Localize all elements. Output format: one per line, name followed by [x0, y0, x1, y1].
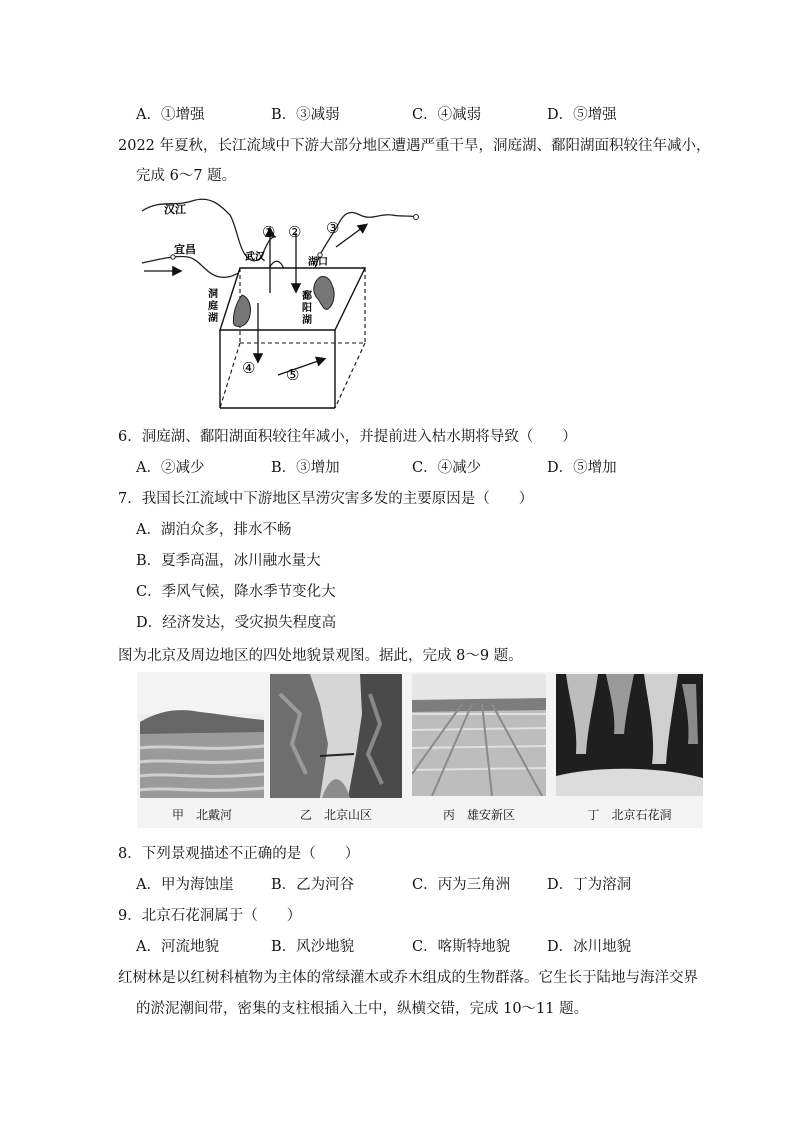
caption-bing: 丙 雄安新区	[442, 808, 515, 822]
landform-photo-strip	[137, 672, 703, 828]
q6-option-a: A．②减少	[136, 460, 205, 476]
q6-option-d: D．⑤增加	[547, 460, 617, 476]
q9-stem: 9．北京石花洞属于（ ）	[118, 908, 302, 924]
photo-yi-mountain	[270, 674, 402, 798]
label-n3: ③	[326, 219, 340, 237]
q6-option-b: B．③增加	[271, 460, 340, 476]
caption-yi: 乙 北京山区	[299, 808, 372, 822]
label-dongting: 洞庭湖	[208, 289, 218, 324]
caption-ding: 丁 北京石花洞	[587, 808, 672, 822]
label-hanjiang: 汉江	[164, 203, 186, 216]
q9-option-c: C．喀斯特地貌	[412, 939, 511, 955]
q5-option-d: D．⑤增强	[547, 107, 617, 123]
q9-option-b: B．风沙地貌	[271, 939, 355, 955]
photo-ding-cave	[556, 674, 703, 796]
intro-6-7-line1: 2022 年夏秋，长江流域中下游大部分地区遭遇严重干旱，洞庭湖、鄱阳湖面积较往年减小，	[118, 138, 711, 154]
label-hukou: 湖口	[308, 257, 328, 268]
label-n2: ②	[288, 223, 302, 241]
q8-option-d: D．丁为溶洞	[547, 877, 632, 893]
q5-option-b: B．③减弱	[271, 107, 340, 123]
q7-option-a: A．湖泊众多，排水不畅	[136, 522, 292, 538]
q9-option-d: D．冰川地貌	[547, 939, 632, 955]
yangtze-water-cycle-diagram	[140, 193, 430, 413]
q5-option-a: A．①增强	[136, 107, 205, 123]
q8-option-a: A．甲为海蚀崖	[136, 877, 234, 893]
arrow-3	[336, 225, 366, 247]
q8-stem: 8．下列景观描述不正确的是（ ）	[118, 846, 360, 862]
q8-option-b: B．乙为河谷	[271, 877, 355, 893]
photo-jia-coast	[140, 674, 264, 798]
label-wuhan: 武汉	[245, 252, 265, 263]
label-poyang: 鄱阳湖	[302, 291, 312, 326]
intro-6-7-line2: 完成 6～7 题。	[136, 168, 237, 184]
q7-option-b: B．夏季高温，冰川融水量大	[136, 553, 321, 569]
photo-bing-plain	[412, 674, 546, 796]
q5-option-c: C．④减弱	[412, 107, 482, 123]
q7-option-c: C．季风气候，降水季节变化大	[136, 584, 336, 600]
label-yichang: 宜昌	[174, 243, 196, 256]
q7-stem: 7．我国长江流域中下游地区旱涝灾害多发的主要原因是（ ）	[118, 491, 534, 507]
q7-option-d: D．经济发达，受灾损失程度高	[136, 615, 337, 631]
intro-8-9: 图为北京及周边地区的四处地貌景观图。据此，完成 8～9 题。	[118, 648, 523, 664]
caption-jia: 甲 北戴河	[171, 808, 232, 822]
label-n4: ④	[242, 359, 256, 377]
q9-option-a: A．河流地貌	[136, 939, 219, 955]
q8-option-c: C．丙为三角洲	[412, 877, 511, 893]
label-n1: ①	[262, 223, 276, 241]
q6-stem: 6．洞庭湖、鄱阳湖面积较往年减小，并提前进入枯水期将导致（ ）	[118, 429, 577, 445]
arrow-5	[278, 359, 324, 375]
intro-10-11-line2: 的淤泥潮间带，密集的支柱根插入土中，纵横交错，完成 10～11 题。	[136, 1001, 589, 1017]
q6-option-c: C．④减少	[412, 460, 482, 476]
intro-10-11-line1: 红树林是以红树科植物为主体的常绿灌木或乔木组成的生物群落。它生长于陆地与海洋交界	[118, 970, 698, 986]
label-n5: ⑤	[286, 366, 300, 384]
